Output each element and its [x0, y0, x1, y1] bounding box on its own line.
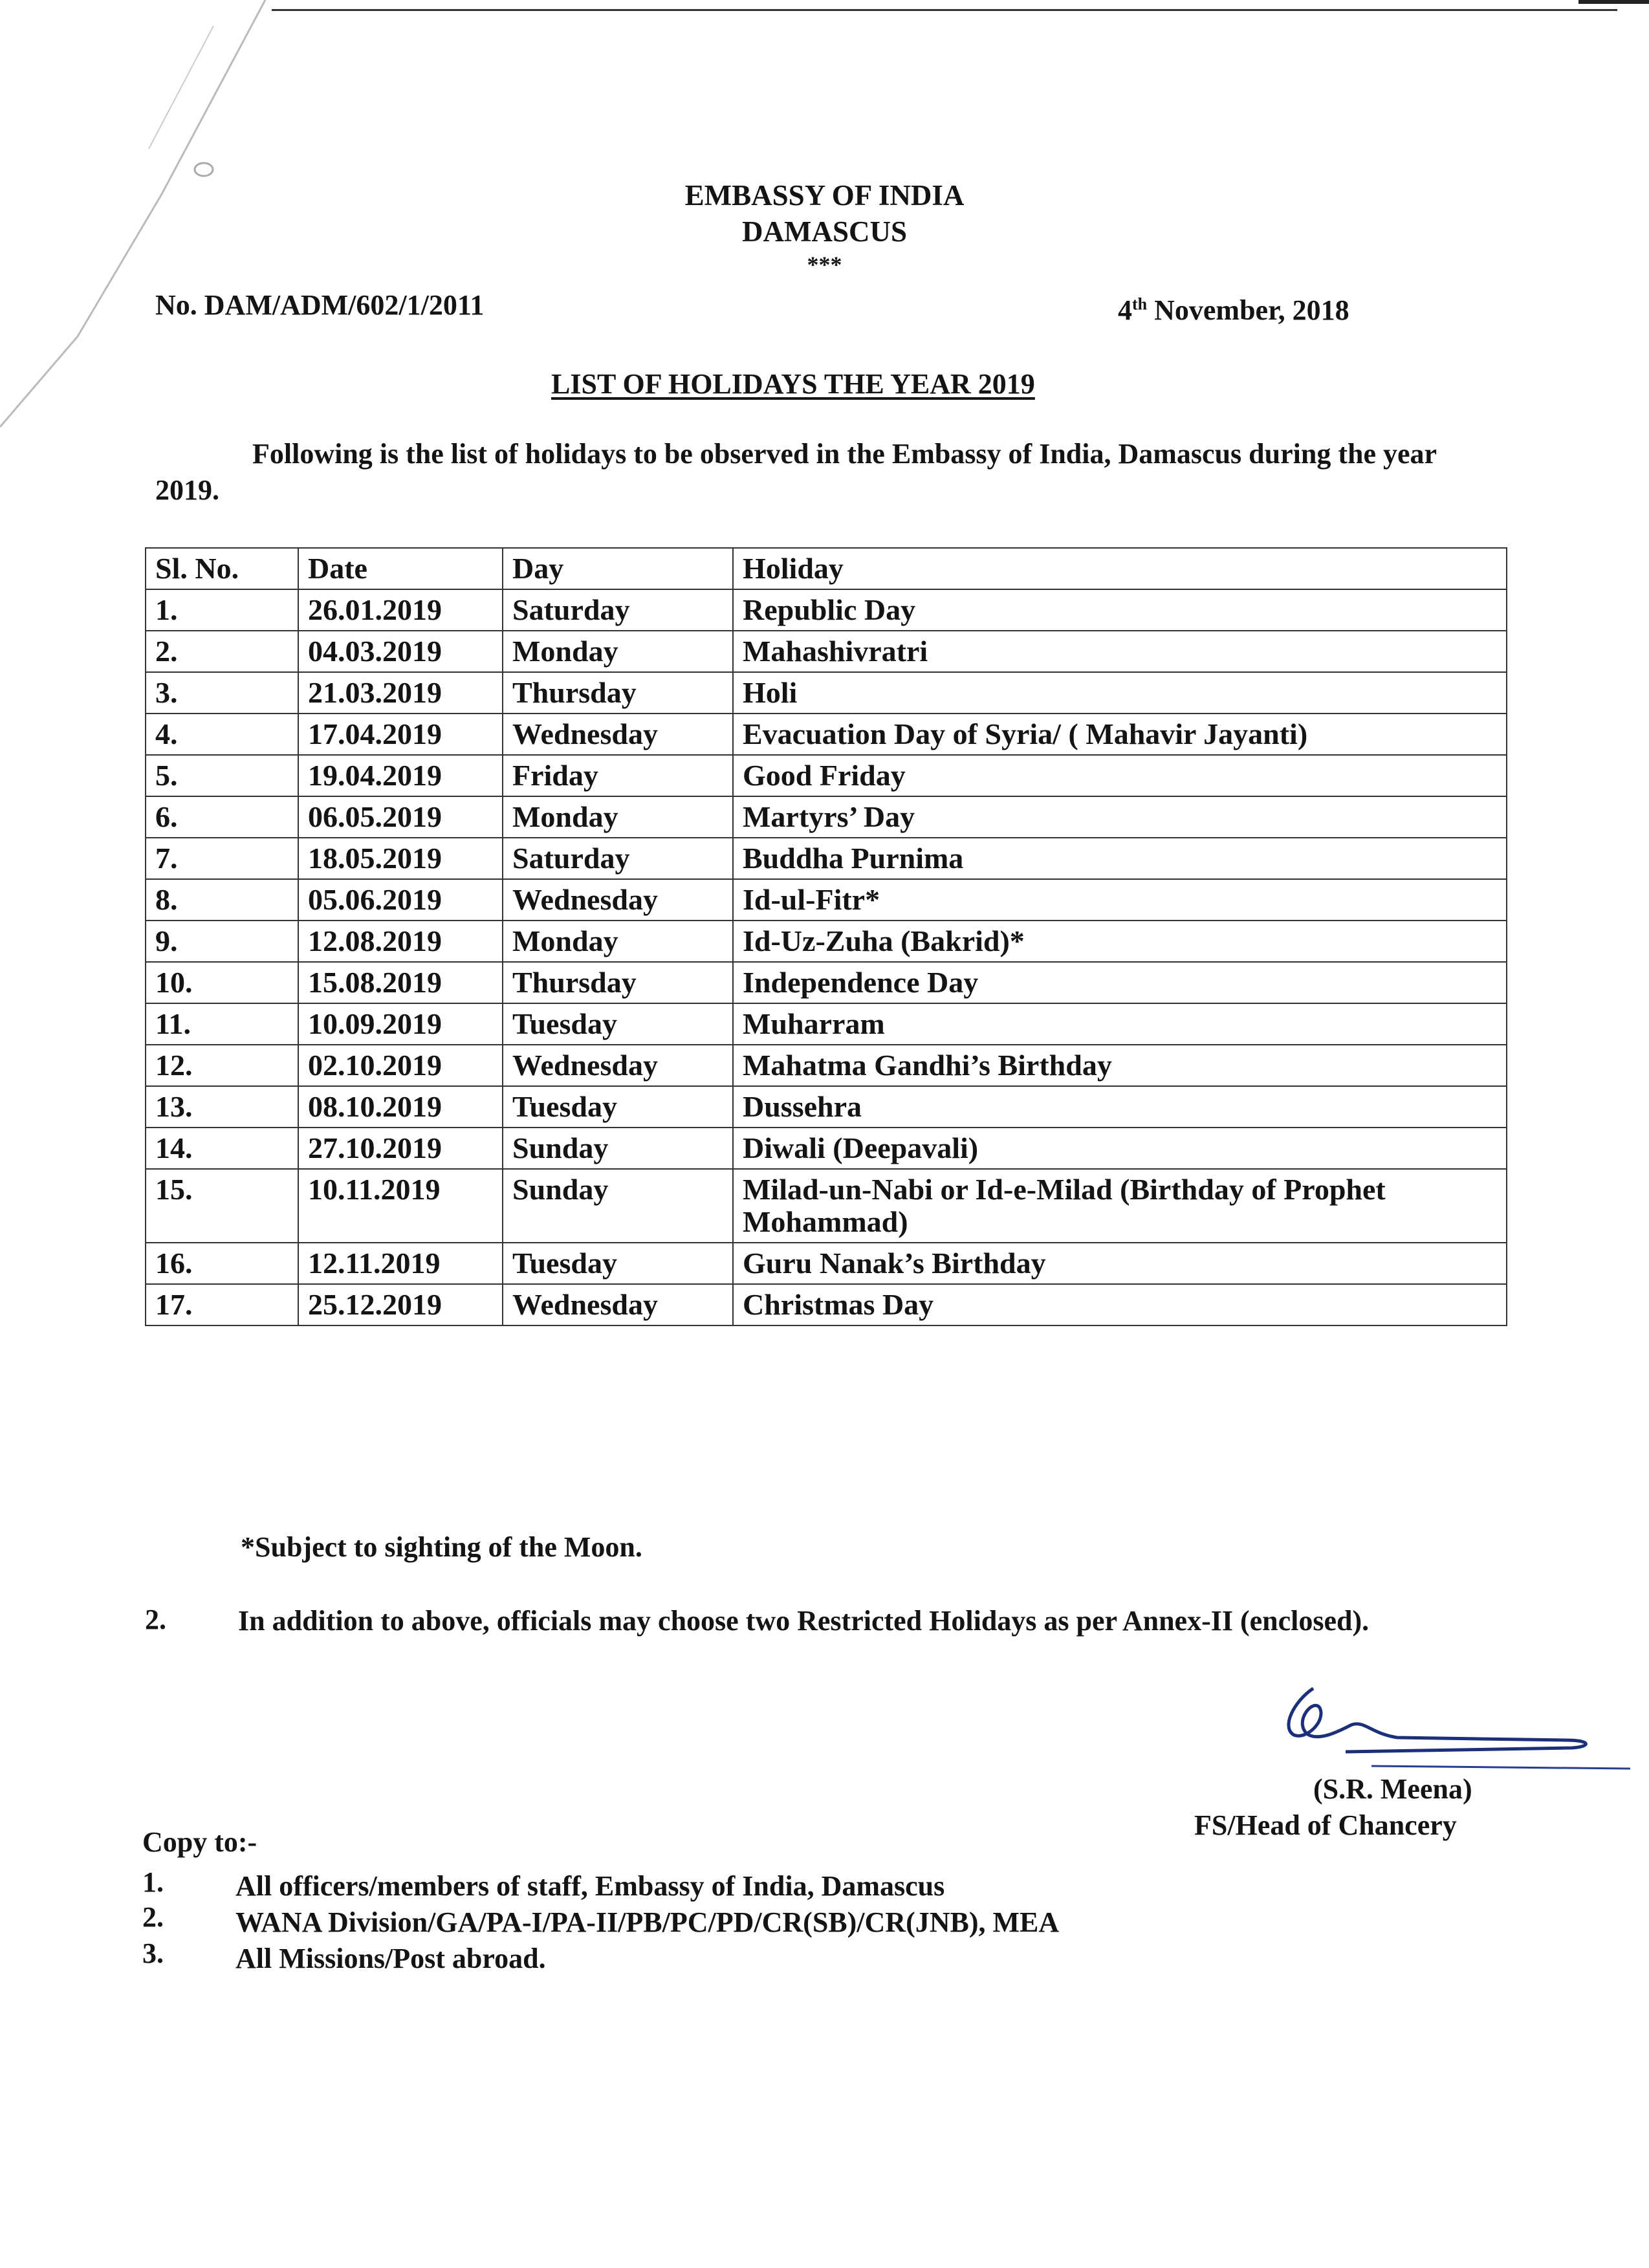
- cell-day: Friday: [503, 755, 733, 796]
- table-row: [146, 1128, 1507, 1169]
- signatory-designation: FS/Head of Chancery: [1194, 1809, 1457, 1841]
- cell-date: 27.10.2019: [298, 1128, 503, 1169]
- cell-holiday: Id-Uz-Zuha (Bakrid)*: [733, 921, 1507, 962]
- intro-paragraph: Following is the list of holidays to be observed in the Embassy of India, Damascus during the year 2019.: [155, 438, 1437, 506]
- table-row: [146, 796, 1507, 838]
- table-row: [146, 921, 1507, 962]
- table-row: [146, 962, 1507, 1003]
- cell-day: Wednesday: [503, 714, 733, 755]
- cell-date: 15.08.2019: [298, 962, 503, 1003]
- copy-to-item-number: 3.: [142, 1937, 164, 1969]
- cell-sl-no: 15.: [146, 1169, 298, 1243]
- table-body: [146, 589, 1507, 1325]
- cell-day: Sunday: [503, 1169, 733, 1243]
- cell-sl-no: 12.: [146, 1045, 298, 1086]
- table-row: [146, 755, 1507, 796]
- cell-day: Tuesday: [503, 1003, 733, 1045]
- table-row: [146, 1284, 1507, 1325]
- cell-day: Tuesday: [503, 1086, 733, 1128]
- cell-day: Monday: [503, 796, 733, 838]
- copy-to-item-text: All Missions/Post abroad.: [235, 1943, 546, 1974]
- copy-to-item-number: 2.: [142, 1901, 164, 1933]
- cell-date: 05.06.2019: [298, 879, 503, 921]
- para2-text: In addition to above, officials may choose two Restricted Holidays as per Annex-II (enclosed).: [238, 1605, 1370, 1637]
- cell-date: 12.11.2019: [298, 1243, 503, 1284]
- cell-date: 25.12.2019: [298, 1284, 503, 1325]
- cell-sl-no: 7.: [146, 838, 298, 879]
- cell-sl-no: 6.: [146, 796, 298, 838]
- cell-date: 12.08.2019: [298, 921, 503, 962]
- table-row: [146, 672, 1507, 714]
- letter-date: [1118, 294, 1349, 327]
- cell-sl-no: 5.: [146, 755, 298, 796]
- cell-sl-no: 1.: [146, 589, 298, 631]
- signatory-name: (S.R. Meena): [1313, 1773, 1472, 1805]
- copy-to-heading: Copy to:-: [142, 1826, 257, 1858]
- cell-sl-no: 10.: [146, 962, 298, 1003]
- date-suffix: th: [1132, 294, 1148, 314]
- cell-day: Wednesday: [503, 1284, 733, 1325]
- cell-holiday: Evacuation Day of Syria/ ( Mahavir Jayanti): [733, 714, 1507, 755]
- cell-sl-no: 14.: [146, 1128, 298, 1169]
- table-row: [146, 1169, 1507, 1243]
- cell-date: 18.05.2019: [298, 838, 503, 879]
- cell-holiday: Mahashivratri: [733, 631, 1507, 672]
- cell-holiday: Martyrs’ Day: [733, 796, 1507, 838]
- table-row: [146, 1086, 1507, 1128]
- table-row: [146, 838, 1507, 879]
- table-row: [146, 589, 1507, 631]
- table-row: [146, 1003, 1507, 1045]
- date-day: 4: [1118, 294, 1132, 326]
- cell-day: Wednesday: [503, 879, 733, 921]
- cell-holiday: Milad-un-Nabi or Id-e-Milad (Birthday of Prophet Mohammad): [733, 1169, 1507, 1243]
- table-row: [146, 631, 1507, 672]
- org-name: EMBASSY OF INDIA: [684, 179, 965, 212]
- scan-edge-line: [272, 9, 1617, 11]
- cell-sl-no: 13.: [146, 1086, 298, 1128]
- para2-number: 2.: [145, 1604, 166, 1635]
- page-title: LIST OF HOLIDAYS THE YEAR 2019: [551, 368, 1035, 400]
- cell-holiday: Republic Day: [733, 589, 1507, 631]
- cell-holiday: Good Friday: [733, 755, 1507, 796]
- cell-date: 17.04.2019: [298, 714, 503, 755]
- cell-day: Tuesday: [503, 1243, 733, 1284]
- cell-sl-no: 11.: [146, 1003, 298, 1045]
- cell-day: Sunday: [503, 1128, 733, 1169]
- cell-date: 10.11.2019: [298, 1169, 503, 1243]
- cell-holiday: Diwali (Deepavali): [733, 1128, 1507, 1169]
- col-header-day: Day: [503, 548, 733, 589]
- cell-day: Wednesday: [503, 1045, 733, 1086]
- scan-edge-mark: [1578, 0, 1649, 4]
- cell-holiday: Independence Day: [733, 962, 1507, 1003]
- cell-sl-no: 9.: [146, 921, 298, 962]
- cell-sl-no: 3.: [146, 672, 298, 714]
- cell-day: Monday: [503, 921, 733, 962]
- table-row: [146, 1243, 1507, 1284]
- cell-date: 10.09.2019: [298, 1003, 503, 1045]
- cell-day: Thursday: [503, 962, 733, 1003]
- handwritten-signature: [1268, 1675, 1630, 1785]
- header-stars: ***: [807, 252, 842, 278]
- cell-date: 19.04.2019: [298, 755, 503, 796]
- col-header-date: Date: [298, 548, 503, 589]
- table-header-row: [146, 548, 1507, 589]
- table-row: [146, 714, 1507, 755]
- cell-date: 04.03.2019: [298, 631, 503, 672]
- cell-holiday: Muharram: [733, 1003, 1507, 1045]
- cell-day: Monday: [503, 631, 733, 672]
- cell-holiday: Guru Nanak’s Birthday: [733, 1243, 1507, 1284]
- date-rest: November, 2018: [1147, 294, 1349, 326]
- cell-sl-no: 4.: [146, 714, 298, 755]
- holiday-table: [145, 547, 1507, 1326]
- cell-date: 08.10.2019: [298, 1086, 503, 1128]
- cell-sl-no: 2.: [146, 631, 298, 672]
- cell-date: 21.03.2019: [298, 672, 503, 714]
- cell-holiday: Christmas Day: [733, 1284, 1507, 1325]
- cell-date: 02.10.2019: [298, 1045, 503, 1086]
- cell-holiday: Dussehra: [733, 1086, 1507, 1128]
- copy-to-item-text: WANA Division/GA/PA-I/PA-II/PB/PC/PD/CR(SB)/CR(JNB), MEA: [235, 1906, 1060, 1938]
- col-header-holiday: Holiday: [733, 548, 1507, 589]
- reference-number: No. DAM/ADM/602/1/2011: [155, 289, 485, 321]
- cell-sl-no: 8.: [146, 879, 298, 921]
- col-header-sl-no: Sl. No.: [146, 548, 298, 589]
- copy-to-item-text: All officers/members of staff, Embassy of India, Damascus: [235, 1870, 945, 1902]
- copy-to-item-number: 1.: [142, 1866, 164, 1898]
- cell-day: Saturday: [503, 838, 733, 879]
- cell-sl-no: 16.: [146, 1243, 298, 1284]
- cell-holiday: Holi: [733, 672, 1507, 714]
- cell-date: 26.01.2019: [298, 589, 503, 631]
- cell-holiday: Id-ul-Fitr*: [733, 879, 1507, 921]
- cell-day: Saturday: [503, 589, 733, 631]
- table-row: [146, 1045, 1507, 1086]
- cell-holiday: Mahatma Gandhi’s Birthday: [733, 1045, 1507, 1086]
- cell-holiday: Buddha Purnima: [733, 838, 1507, 879]
- cell-date: 06.05.2019: [298, 796, 503, 838]
- footnote: *Subject to sighting of the Moon.: [241, 1531, 642, 1563]
- org-city: DAMASCUS: [741, 215, 907, 248]
- table-row: [146, 879, 1507, 921]
- cell-day: Thursday: [503, 672, 733, 714]
- cell-sl-no: 17.: [146, 1284, 298, 1325]
